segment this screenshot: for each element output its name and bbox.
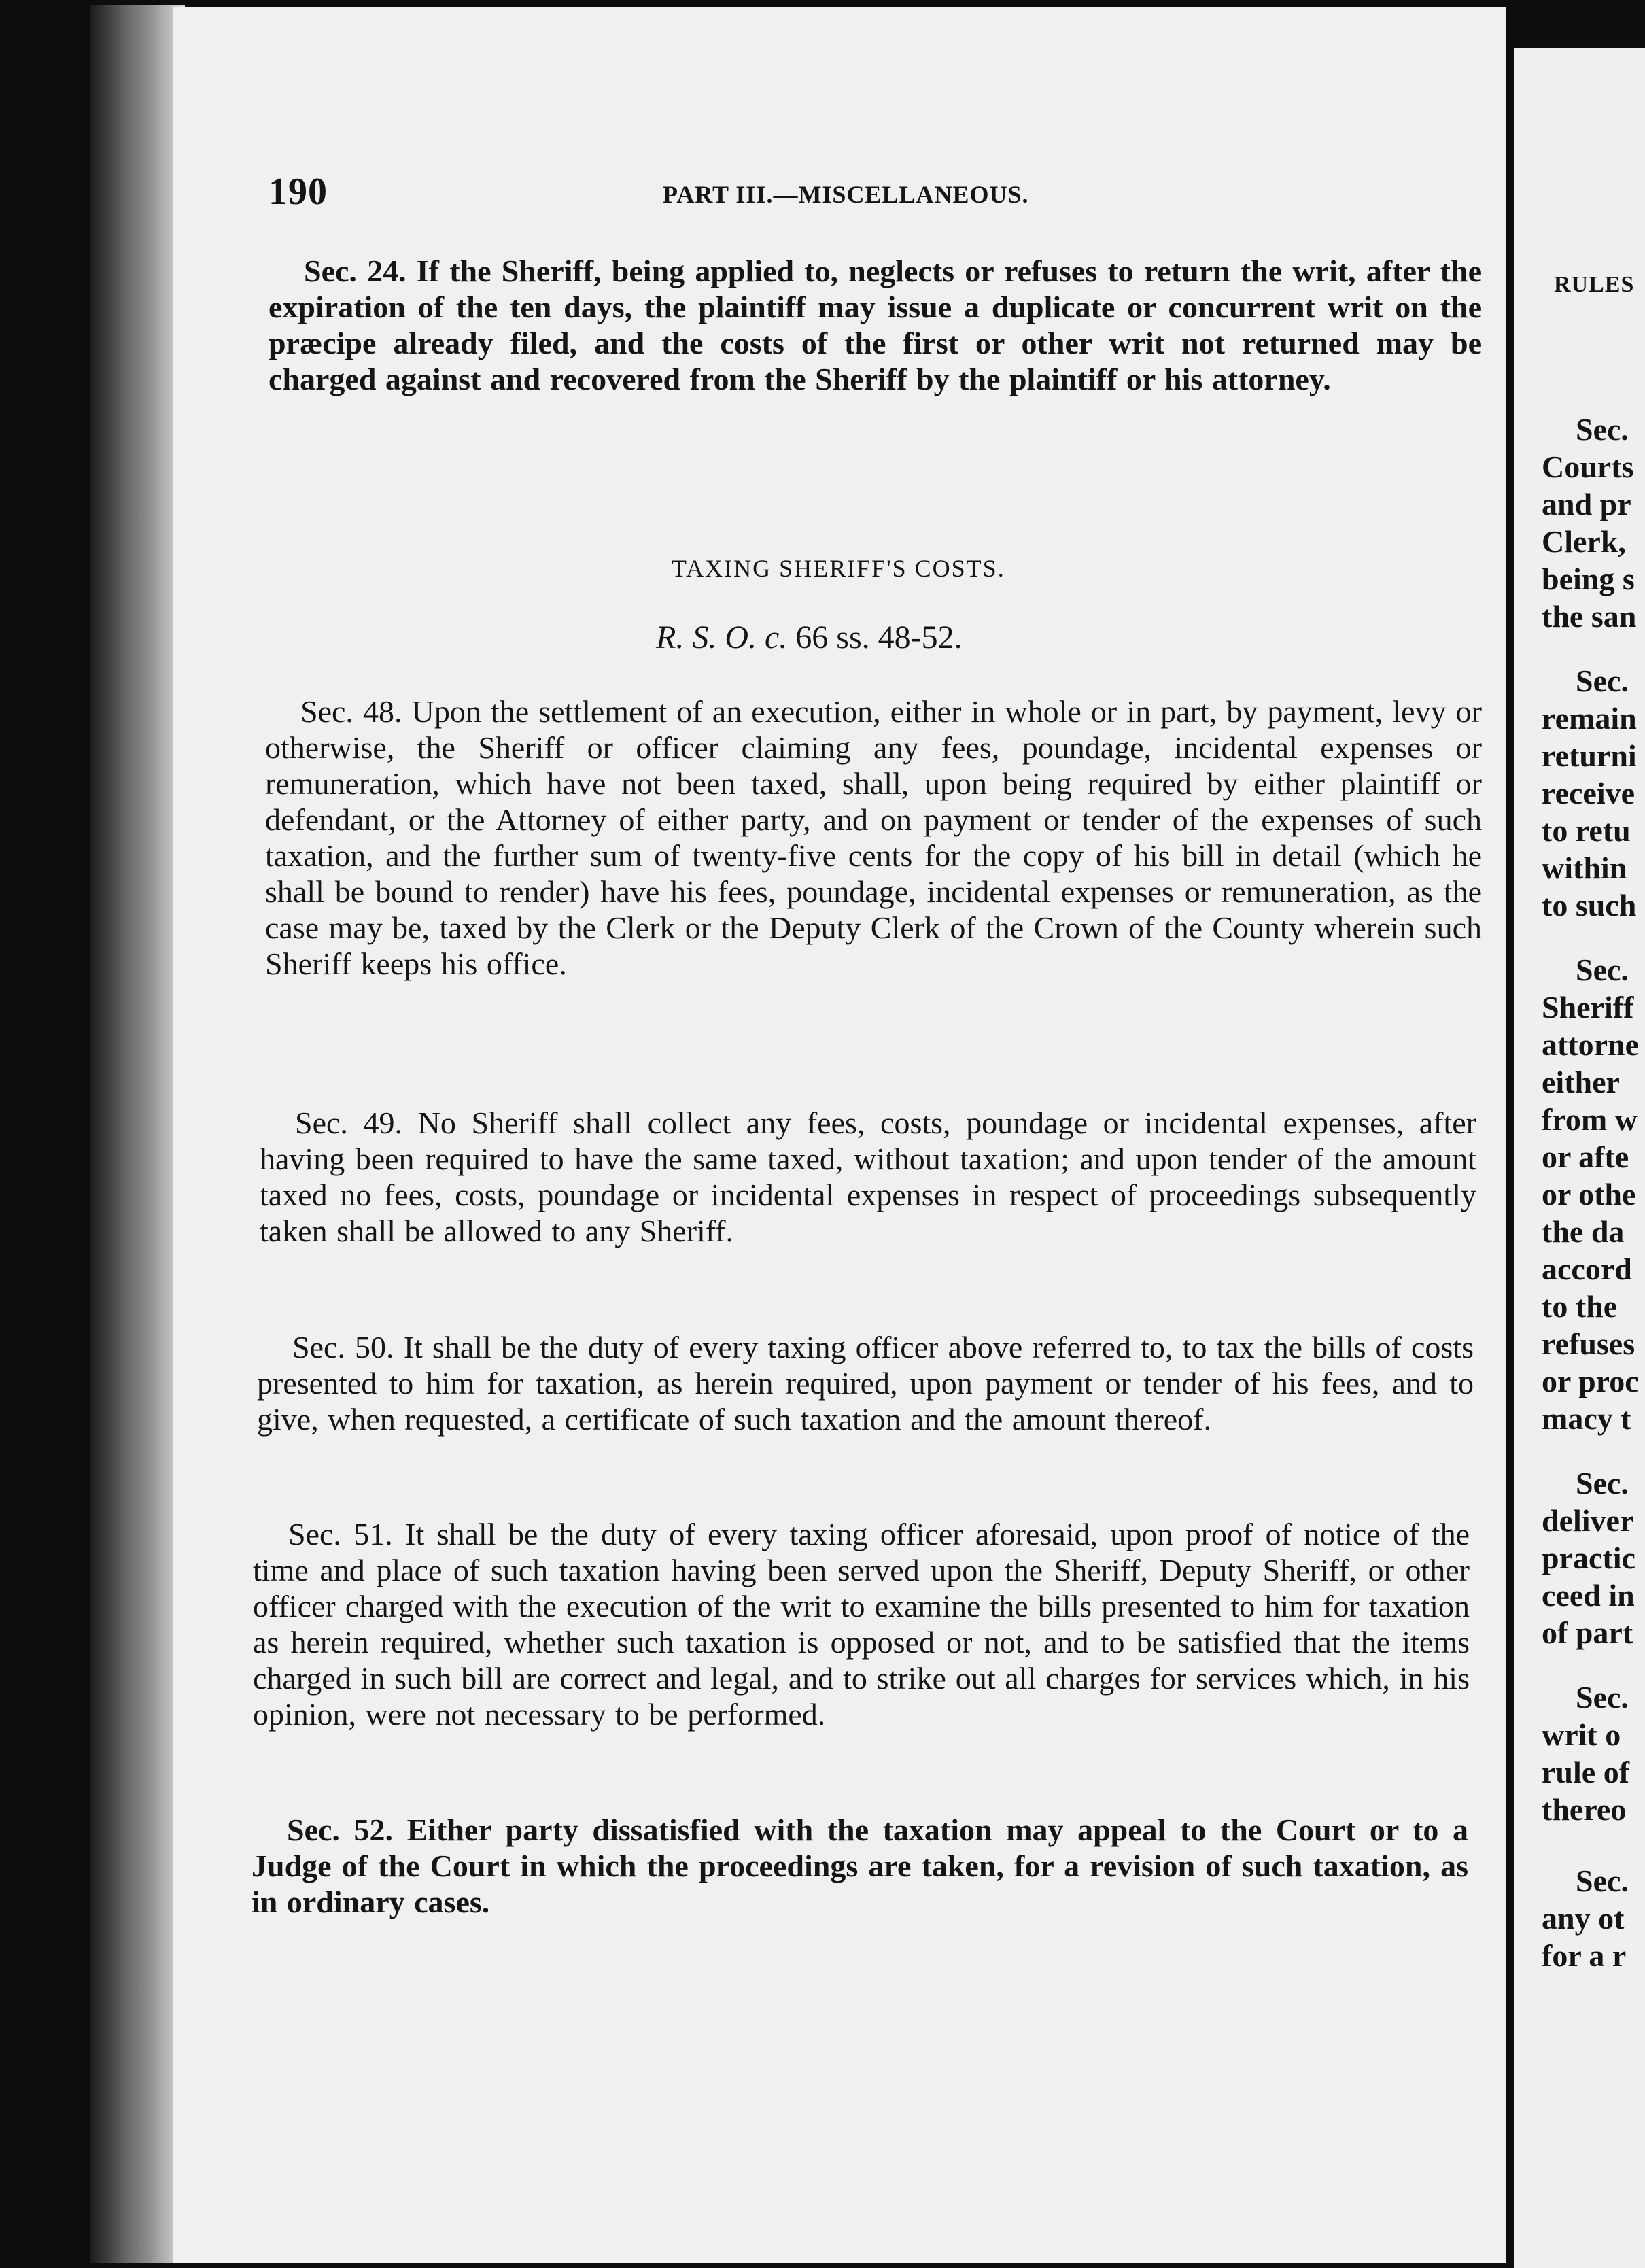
facing-line: receive bbox=[1542, 776, 1635, 810]
facing-line: or othe bbox=[1542, 1177, 1636, 1212]
facing-line: ceed in bbox=[1542, 1578, 1635, 1613]
facing-line: to retu bbox=[1542, 813, 1631, 848]
facing-line: rule of bbox=[1542, 1755, 1630, 1789]
facing-line: for a r bbox=[1542, 1938, 1627, 1973]
facing-page-head: RULES bbox=[1554, 272, 1635, 297]
statute-reference-italic: R. S. O. c. bbox=[656, 619, 788, 655]
section-52: Sec. 52. Either party dissatisfied with the taxation may appeal to the Court or to a Judge of the Court in which the proceedings are taken, for a revision of such taxation, as in ordinary cases. bbox=[252, 1812, 1468, 1919]
section-49: Sec. 49. No Sheriff shall collect any fees, costs, poundage or incidental expenses, after having been required to have the same taxed, without taxation; and upon tender of the amount taxed no fees, costs, poundage or incidental expenses in respect of proceedings subsequently taken shall be allowed to any Sheriff. bbox=[260, 1105, 1476, 1248]
facing-line: practic bbox=[1542, 1541, 1635, 1575]
statute-reference-rest: 66 ss. 48-52. bbox=[795, 619, 963, 655]
facing-line: being s bbox=[1542, 562, 1635, 596]
facing-line: any ot bbox=[1542, 1901, 1625, 1936]
facing-line: writ o bbox=[1542, 1717, 1621, 1752]
section-50: Sec. 50. It shall be the duty of every taxing officer above referred to, to tax the bills of costs presented to him for taxation, as herein required, upon payment or tender of his fees, and to give, when requested, a certificate of such taxation and the amount thereof. bbox=[257, 1330, 1474, 1437]
section-48: Sec. 48. Upon the settlement of an execution, either in whole or in part, by payment, levy or otherwise, the Sheriff or officer claiming any fees, poundage, incidental expenses or remuneration, which have not been taxed, shall, upon being required by either plaintiff or defendant, or the Attorney of either party, and on payment or tender of the expenses of such taxation, and the further sum of twenty-five cents for the copy of his bill in detail (which he shall be bound to render) have his fees, poundage, incidental expenses or remuneration, as the case may be, taxed by the Clerk or the Deputy Clerk of the Crown of the County wherein such Sheriff keeps his office. bbox=[265, 694, 1482, 981]
facing-line: Sec. bbox=[1576, 412, 1629, 447]
section-51: Sec. 51. It shall be the duty of every taxing officer aforesaid, upon proof of notice of the time and place of such taxation having been served upon the Sheriff, Deputy Sheriff, or other officer charged with the execution of the writ to examine the bills presented to him for taxation as herein required, whether such taxation is opposed or not, and to be satisfied that the items charged in such bill are correct and legal, and to strike out all charges for services which, in his opinion, were not necessary to be performed. bbox=[253, 1517, 1470, 1732]
facing-line: returni bbox=[1542, 738, 1637, 773]
facing-line: to the bbox=[1542, 1289, 1618, 1324]
facing-line: Courts bbox=[1542, 449, 1634, 484]
facing-line: Sec. bbox=[1576, 1680, 1629, 1715]
facing-line: Sec. bbox=[1576, 1863, 1629, 1898]
facing-line: the da bbox=[1542, 1214, 1625, 1249]
facing-line: from w bbox=[1542, 1102, 1638, 1137]
facing-line: Clerk, bbox=[1542, 524, 1626, 559]
page-number: 190 bbox=[269, 171, 328, 213]
facing-line: Sec. bbox=[1576, 952, 1629, 987]
facing-line: Sec. bbox=[1576, 1466, 1629, 1500]
facing-line: accord bbox=[1542, 1252, 1632, 1286]
running-head: PART III.—MISCELLANEOUS. bbox=[663, 181, 1029, 208]
facing-line: or afte bbox=[1542, 1139, 1629, 1174]
facing-line: remain bbox=[1542, 701, 1637, 736]
facing-line: the san bbox=[1542, 599, 1637, 634]
facing-line: Sheriff bbox=[1542, 990, 1634, 1025]
facing-line: within bbox=[1542, 850, 1627, 885]
section-heading: TAXING SHERIFF'S COSTS. bbox=[672, 555, 1005, 582]
facing-line: and pr bbox=[1542, 487, 1631, 521]
facing-line: refuses bbox=[1542, 1326, 1635, 1361]
facing-line: Sec. bbox=[1576, 664, 1629, 698]
facing-page-text bbox=[1514, 48, 1645, 2268]
facing-line: or proc bbox=[1542, 1364, 1639, 1398]
facing-line: of part bbox=[1542, 1615, 1633, 1650]
section-24: Sec. 24. If the Sheriff, being applied to, neglects or refuses to return the writ, after the expiration of the ten days, the plaintiff may issue a duplicate or concurrent writ on the præcipe already filed, and the costs of the first or other writ not returned may be charged against and recovered from the Sheriff by the plaintiff or his attorney. bbox=[269, 254, 1482, 396]
facing-line: attorne bbox=[1542, 1027, 1640, 1062]
facing-line: to such bbox=[1542, 888, 1637, 923]
statute-reference bbox=[656, 619, 963, 656]
facing-line: thereo bbox=[1542, 1792, 1627, 1827]
facing-line: macy t bbox=[1542, 1401, 1631, 1436]
book-spine bbox=[90, 5, 185, 2263]
facing-line: either bbox=[1542, 1065, 1620, 1099]
facing-line: deliver bbox=[1542, 1503, 1634, 1538]
